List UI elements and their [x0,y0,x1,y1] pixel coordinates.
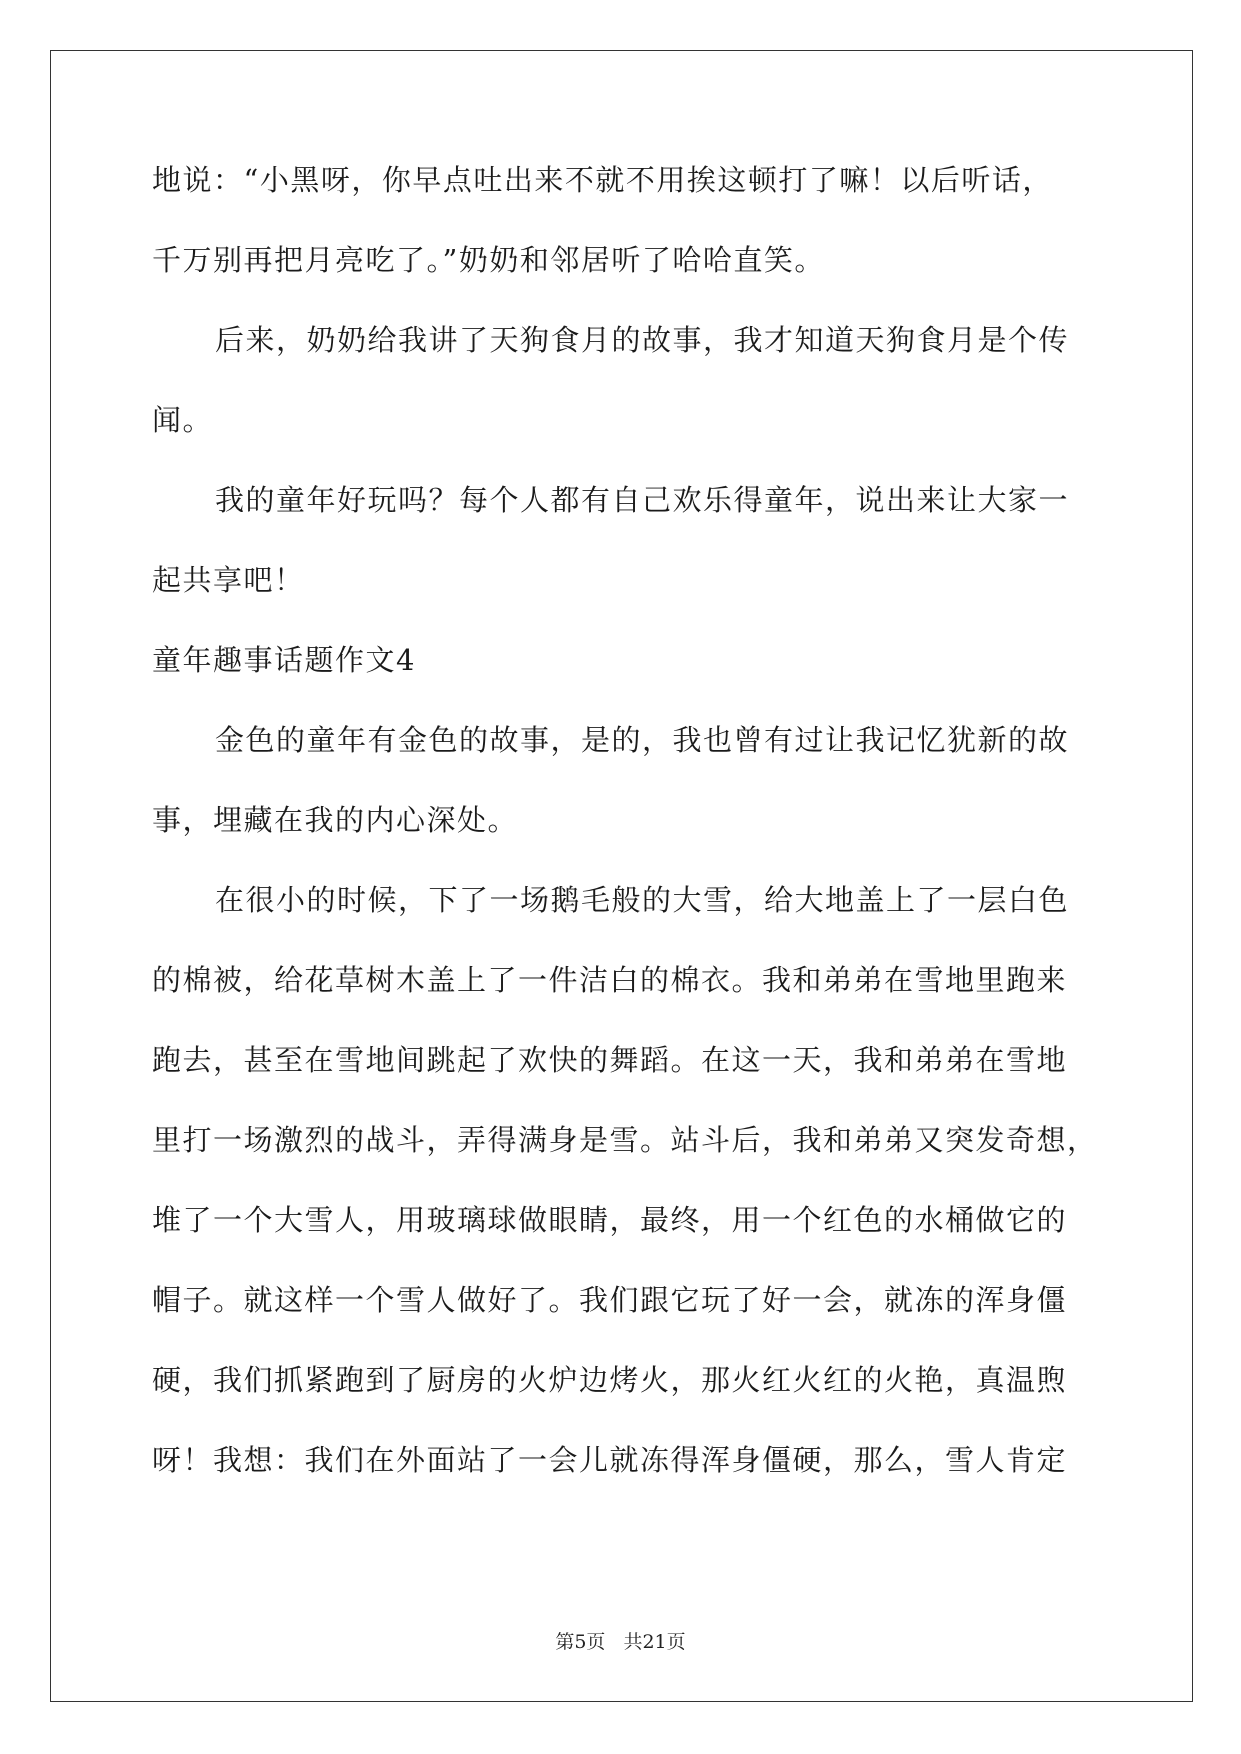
text-line: 在很小的时候，下了一场鹅毛般的大雪，给大地盖上了一层白色 [215,883,1070,917]
text-line: 跑去，甚至在雪地间跳起了欢快的舞蹈。在这一天，我和弟弟在雪地 [152,1043,1068,1077]
section-heading: 童年趣事话题作文4 [152,643,416,677]
text-line: 帽子。就这样一个雪人做好了。我们跟它玩了好一会，就冻的浑身僵 [152,1283,1068,1317]
page-footer [0,1630,1241,1654]
text-line: 千万别再把月亮吃了。”奶奶和邻居听了哈哈直笑。 [152,243,825,277]
text-line: 后来，奶奶给我讲了天狗食月的故事，我才知道天狗食月是个传 [215,323,1070,357]
text-line: 闻。 [152,403,214,437]
text-line: 起共享吧！ [152,563,305,597]
page-total: 共21页 [623,1631,686,1653]
text-line: 硬，我们抓紧跑到了厨房的火炉边烤火，那火红火红的火艳，真温煦 [152,1363,1068,1397]
text-line: 的棉被，给花草树木盖上了一件洁白的棉衣。我和弟弟在雪地里跑来 [152,963,1068,997]
text-line: 事，埋藏在我的内心深处。 [152,803,519,837]
text-line: 里打一场激烈的战斗，弄得满身是雪。站斗后，我和弟弟又突发奇想， [152,1123,1098,1157]
text-line: 我的童年好玩吗？每个人都有自己欢乐得童年，说出来让大家一 [215,483,1070,517]
text-line: 堆了一个大雪人，用玻璃球做眼睛，最终，用一个红色的水桶做它的 [152,1203,1068,1237]
text-line: 呀！我想：我们在外面站了一会儿就冻得浑身僵硬，那么，雪人肯定 [152,1443,1068,1477]
page-number: 第5页 [555,1631,606,1653]
text-line: 地说：“小黑呀，你早点吐出来不就不用挨这顿打了嘛！以后听话， [152,163,1053,197]
text-line: 金色的童年有金色的故事，是的，我也曾有过让我记忆犹新的故 [215,723,1070,757]
